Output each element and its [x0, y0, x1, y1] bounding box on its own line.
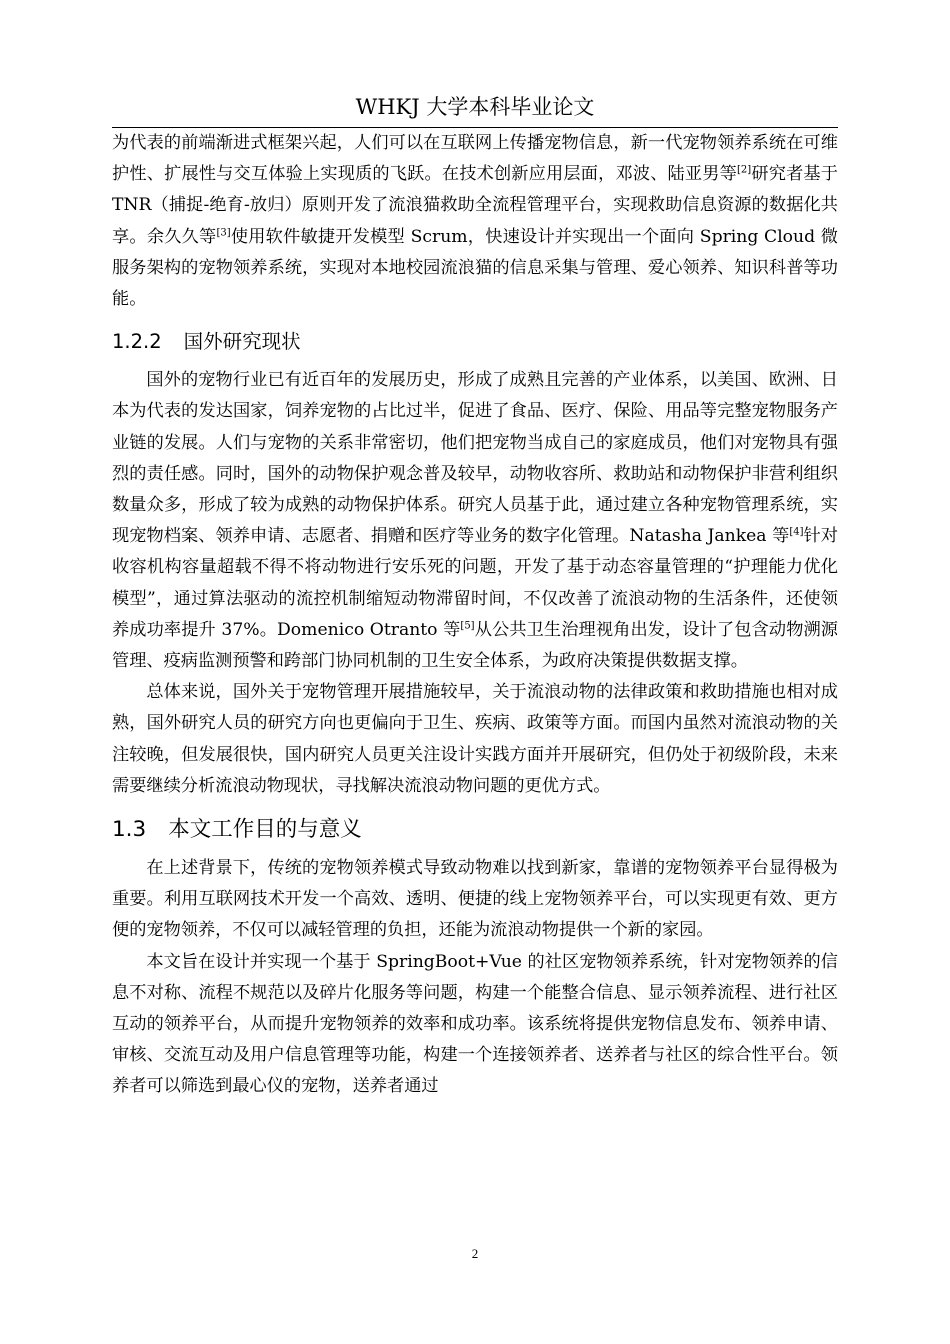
section-title: 国外研究现状 — [183, 330, 301, 354]
section-number: 1.3 — [112, 817, 147, 843]
paragraph-summary: 总体来说，国外关于宠物管理开展措施较早，关于流浪动物的法律政策和救助措施也相对成熟，国外研究人员的研究方向也更偏向于卫生、疾病、政策等方面。而国内虽然对流浪动物的关注较晚，但发展很快，国内研究人员更关注设计实践方面并开展研究，但仍处于初级阶段，未来需要继续分析流浪动物现状，寻找解决流浪动物问题的更优方式。 — [112, 682, 838, 796]
paragraph-purpose: 在上述背景下，传统的宠物领养模式导致动物难以找到新家，靠谱的宠物领养平台显得极为重要。利用互联网技术开发一个高效、透明、便捷的线上宠物领养平台，可以实现更有效、更方便的宠物领养，不仅可以减轻管理的负担，还能为流浪动物提供一个新的家园。 — [112, 858, 838, 941]
section-number: 1.2.2 — [112, 330, 162, 354]
section-heading-1-2-2 — [112, 327, 838, 357]
page-header — [112, 92, 838, 128]
page-content — [112, 128, 838, 1103]
citation-2: [2] — [737, 164, 752, 176]
page-number: 2 — [471, 1246, 479, 1261]
header-title: WHKJ 大学本科毕业论文 — [355, 95, 595, 119]
citation-5: [5] — [460, 620, 475, 632]
citation-3: [3] — [216, 226, 231, 238]
section-title: 本文工作目的与意义 — [168, 817, 362, 843]
paragraph-domestic-continued: 为代表的前端渐进式框架兴起，人们可以在互联网上传播宠物信息，新一代宠物领养系统在可维护性、扩展性与交互体验上实现质的飞跃。在技术创新应用层面，邓波、陆亚男等[2]研究者基于 TNR（捕捉-绝育-放归）原则开发了流浪猫救助全流程管理平台，实现救助信息资源的数据化共享。余久久等[3]使用软件敏捷开发模型 Scrum，快速设计并实现出一个面向 Spring Cloud 微服务架构的宠物领养系统，实现对本地校园流浪猫的信息采集与管理、爱心领养、知识科普等功能。 — [112, 133, 838, 310]
paragraph-objective: 本文旨在设计并实现一个基于 SpringBoot+Vue 的社区宠物领养系统，针对宠物领养的信息不对称、流程不规范以及碎片化服务等问题，构建一个能整合信息、显示领养流程、进行社区互动的领养平台，从而提升宠物领养的效率和成功率。该系统将提供宠物信息发布、领养申请、审核、交流互动及用户信息管理等功能，构建一个连接领养者、送养者与社区的综合性平台。领养者可以筛选到最心仪的宠物，送养者通过 — [112, 951, 838, 1097]
section-heading-1-3 — [112, 814, 838, 846]
citation-4: [4] — [789, 526, 804, 538]
paragraph-foreign-research: 国外的宠物行业已有近百年的发展历史，形成了成熟且完善的产业体系，以美国、欧洲、日本为代表的发达国家，饲养宠物的占比过半，促进了食品、医疗、保险、用品等完整宠物服务产业链的发展。人们与宠物的关系非常密切，他们把宠物当成自己的家庭成员，他们对宠物具有强烈的责任感。同时，国外的动物保护观念普及较早，动物收容所、救助站和动物保护非营利组织数量众多，形成了较为成熟的动物保护体系。研究人员基于此，通过建立各种宠物管理系统，实现宠物档案、领养申请、志愿者、捐赠和医疗等业务的数字化管理。Natasha Jankea 等[4]针对收容机构容量超载不得不将动物进行安乐死的问题，开发了基于动态容量管理的“护理能力优化模型”，通过算法驱动的流控机制缩短动物滞留时间，不仅改善了流浪动物的生活条件，还使领养成功率提升 37%。Domenico Otranto 等[5]从公共卫生治理视角出发，设计了包含动物溯源管理、疫病监测预警和跨部门协同机制的卫生安全体系，为政府决策提供数据支撑。 — [112, 370, 838, 672]
page-footer — [0, 1246, 950, 1262]
